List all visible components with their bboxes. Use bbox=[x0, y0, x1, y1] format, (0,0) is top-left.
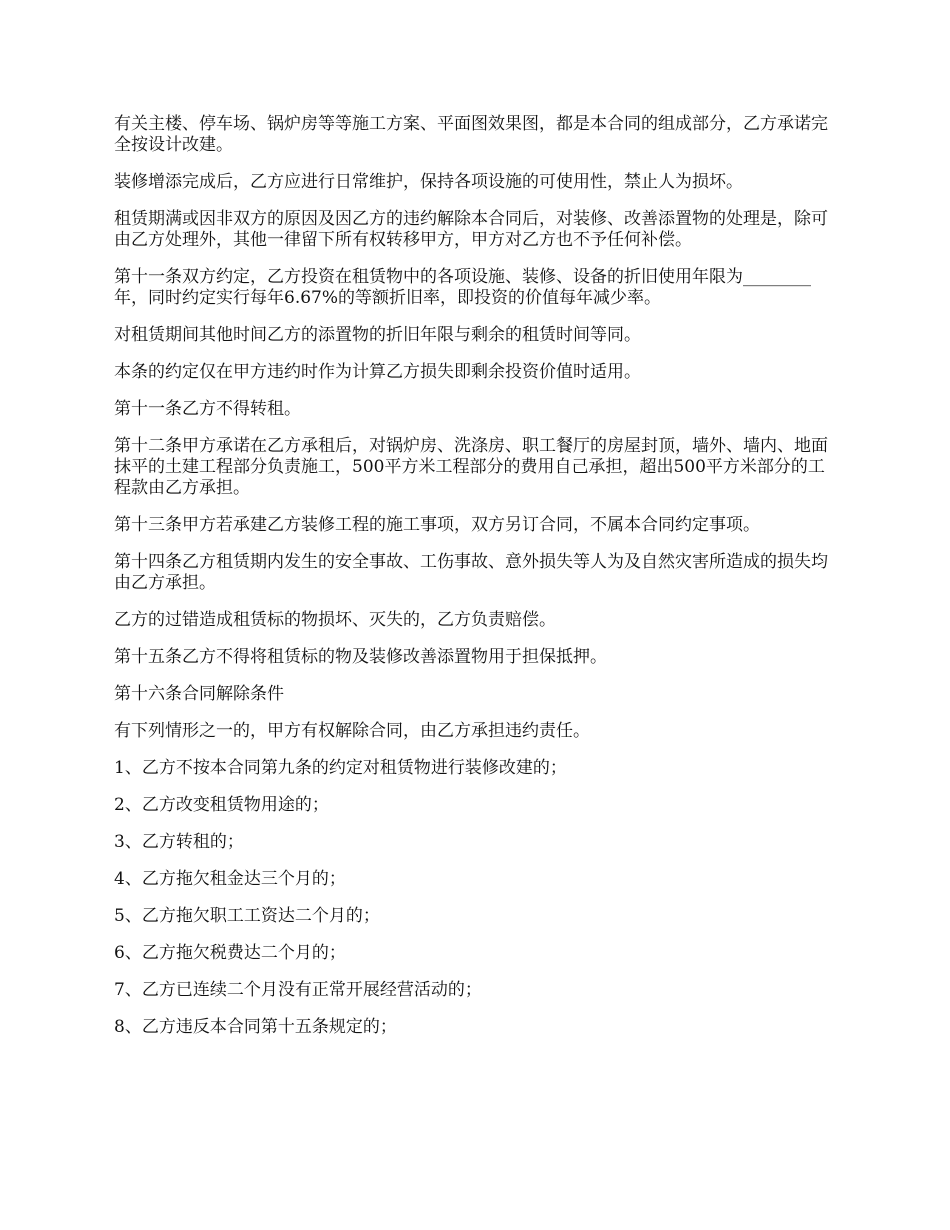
list-item-8: 8、乙方违反本合同第十五条规定的； bbox=[114, 1017, 397, 1037]
paragraph-maintenance: 装修增添完成后，乙方应进行日常维护，保持各项设施的可使用性，禁止人为损坏。 bbox=[114, 172, 743, 192]
list-item-1: 1、乙方不按本合同第九条的约定对租赁物进行装修改建的； bbox=[114, 758, 567, 778]
list-item-3: 3、乙方转租的； bbox=[114, 832, 244, 852]
list-item-6: 6、乙方拖欠税费达二个月的； bbox=[114, 943, 346, 963]
paragraph-article-12: 第十二条甲方承诺在乙方承租后，对锅炉房、洗涤房、职工餐厅的房屋封顶，墙外、墙内、地面抹平的土建工程部分负责施工，500平方米工程部分的费用自己承担，超出500平方米部分的工程款由乙方承担。 bbox=[114, 436, 828, 498]
paragraph-article-15: 第十五条乙方不得将租赁标的物及装修改善添置物用于担保抵押。 bbox=[114, 647, 607, 667]
paragraph-article-13: 第十三条甲方若承建乙方装修工程的施工事项，双方另订合同，不属本合同约定事项。 bbox=[114, 515, 760, 535]
paragraph-depreciation-period: 对租赁期间其他时间乙方的添置物的折旧年限与剩余的租赁时间等同。 bbox=[114, 325, 641, 345]
paragraph-damage-compensation: 乙方的过错造成租赁标的物损坏、灭失的，乙方负责赔偿。 bbox=[114, 610, 556, 630]
list-item-5: 5、乙方拖欠职工工资达二个月的； bbox=[114, 906, 380, 926]
list-item-7: 7、乙方已连续二个月没有正常开展经营活动的； bbox=[114, 980, 482, 1000]
paragraph-applicability: 本条的约定仅在甲方违约时作为计算乙方损失即剩余投资价值时适用。 bbox=[114, 362, 641, 382]
paragraph-article-11-sublease: 第十一条乙方不得转租。 bbox=[114, 399, 301, 419]
paragraph-article-16-title: 第十六条合同解除条件 bbox=[114, 684, 284, 704]
document-body bbox=[114, 114, 840, 1054]
paragraph-construction-plans: 有关主楼、停车场、锅炉房等等施工方案、平面图效果图，都是本合同的组成部分，乙方承诺完全按设计改建。 bbox=[114, 114, 828, 155]
list-item-4: 4、乙方拖欠租金达三个月的； bbox=[114, 869, 346, 889]
list-item-2: 2、乙方改变租赁物用途的； bbox=[114, 795, 329, 815]
paragraph-termination-intro: 有下列情形之一的，甲方有权解除合同，由乙方承担违约责任。 bbox=[114, 721, 590, 741]
paragraph-lease-expiry: 租赁期满或因非双方的原因及因乙方的违约解除本合同后，对装修、改善添置物的处理是，除可由乙方处理外，其他一律留下所有权转移甲方，甲方对乙方也不予任何补偿。 bbox=[114, 209, 828, 250]
paragraph-article-14: 第十四条乙方租赁期内发生的安全事故、工伤事故、意外损失等人为及自然灾害所造成的损失均由乙方承担。 bbox=[114, 552, 828, 593]
paragraph-article-11-depreciation: 第十一条双方约定，乙方投资在租赁物中的各项设施、装修、设备的折旧使用年限为________年，同时约定实行每年6.67%的等额折旧率，即投资的价值每年减少率。 bbox=[114, 267, 811, 308]
